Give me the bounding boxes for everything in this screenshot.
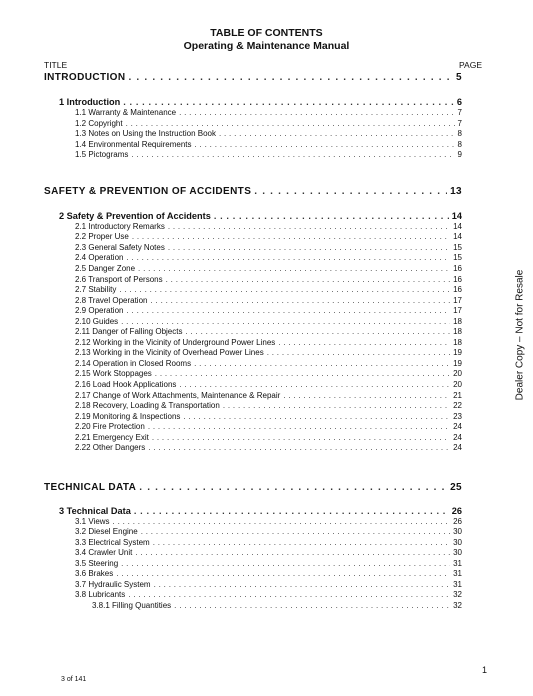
- toc-entry-page: 19: [453, 359, 462, 368]
- toc-entry-label: 3 Technical Data: [59, 506, 131, 516]
- toc-entry-page: 20: [453, 380, 462, 389]
- toc-entry[interactable]: [75, 422, 462, 431]
- toc-entry[interactable]: [75, 369, 462, 378]
- toc-entry-page: 32: [453, 601, 462, 610]
- toc-entry-page: 30: [453, 548, 462, 557]
- toc-entry[interactable]: [75, 401, 462, 410]
- toc-entry-label: 2.20 Fire Protection: [75, 422, 145, 431]
- dot-leader: [119, 285, 450, 294]
- toc-entry[interactable]: [75, 150, 462, 159]
- toc-entry-label: 2.5 Danger Zone: [75, 264, 136, 273]
- toc-entry-label: 3.7 Hydraulic System: [75, 580, 151, 589]
- dot-leader: [126, 253, 450, 262]
- toc-entry-page: 5: [456, 72, 462, 83]
- toc-entry-page: 14: [453, 222, 462, 231]
- toc-entry[interactable]: [75, 517, 462, 526]
- toc-entry-label: 2.11 Danger of Falling Objects: [75, 327, 183, 336]
- dot-leader: [195, 140, 455, 149]
- dot-leader: [219, 129, 455, 138]
- toc-entry-page: 15: [453, 243, 462, 252]
- toc-entry-page: 7: [457, 108, 462, 117]
- dot-leader: [185, 327, 450, 336]
- toc-entry-page: 14: [451, 211, 462, 221]
- toc-entry-page: 16: [453, 275, 462, 284]
- dot-leader: [179, 108, 454, 117]
- toc-entry-label: 2.18 Recovery, Loading & Transportation: [75, 401, 220, 410]
- toc-entry-label: 2 Safety & Prevention of Accidents: [59, 211, 211, 221]
- toc-entry[interactable]: [75, 285, 462, 294]
- toc-entry-page: 26: [453, 517, 462, 526]
- dot-leader: [154, 580, 451, 589]
- toc-section-heading[interactable]: [44, 482, 462, 493]
- dot-leader: [123, 97, 454, 107]
- toc-entry-label: 3.1 Views: [75, 517, 110, 526]
- toc-entry-page: 18: [453, 327, 462, 336]
- toc-entry-label: 2.4 Operation: [75, 253, 124, 262]
- toc-entry-page: 22: [453, 401, 462, 410]
- dot-leader: [183, 412, 450, 421]
- toc-entry-label: 3.8 Lubricants: [75, 590, 126, 599]
- toc-chapter-entry[interactable]: [59, 506, 462, 516]
- dot-leader: [132, 232, 450, 241]
- dot-leader: [168, 243, 450, 252]
- dot-leader: [128, 72, 453, 83]
- dot-leader: [126, 306, 450, 315]
- toc-entry-label: 1.3 Notes on Using the Instruction Book: [75, 129, 216, 138]
- toc-entry-page: 23: [453, 412, 462, 421]
- toc-entry[interactable]: [75, 559, 462, 568]
- toc-entry-page: 18: [453, 338, 462, 347]
- toc-section-heading[interactable]: [44, 72, 462, 83]
- toc-entry-page: 24: [453, 443, 462, 452]
- toc-entry-label: 2.3 General Safety Notes: [75, 243, 165, 252]
- dot-leader: [138, 264, 450, 273]
- toc-entry[interactable]: [75, 264, 462, 273]
- dot-leader: [121, 559, 450, 568]
- dot-leader: [267, 348, 450, 357]
- dot-leader: [150, 296, 450, 305]
- toc-entry[interactable]: [92, 601, 462, 610]
- toc-entry-page: 15: [453, 253, 462, 262]
- dot-leader: [126, 119, 455, 128]
- toc-entry[interactable]: [75, 380, 462, 389]
- toc-entry[interactable]: [75, 548, 462, 557]
- dot-leader: [254, 186, 447, 197]
- toc-entry-page: 24: [453, 433, 462, 442]
- toc-entry-label: 3.6 Brakes: [75, 569, 114, 578]
- dot-leader: [113, 517, 451, 526]
- dot-leader: [214, 211, 449, 221]
- dot-leader: [153, 538, 450, 547]
- title-column-header: TITLE: [44, 60, 68, 70]
- dot-leader: [283, 391, 450, 400]
- toc-chapter-entry[interactable]: [59, 97, 462, 107]
- dot-leader: [179, 380, 450, 389]
- dot-leader: [223, 401, 450, 410]
- toc-entry[interactable]: [75, 527, 462, 536]
- toc-entry-page: 17: [453, 306, 462, 315]
- toc-entry-page: 32: [453, 590, 462, 599]
- toc-entry[interactable]: [75, 275, 462, 284]
- dot-leader: [152, 433, 450, 442]
- dot-leader: [131, 150, 454, 159]
- toc-entry-label: 3.5 Steering: [75, 559, 119, 568]
- toc-entry-page: 14: [453, 232, 462, 241]
- toc-entry-page: 21: [453, 391, 462, 400]
- dot-leader: [194, 359, 450, 368]
- toc-entry-page: 9: [457, 150, 462, 159]
- page-title: TABLE OF CONTENTS: [210, 27, 323, 39]
- toc-entry-page: 25: [450, 482, 462, 493]
- dot-leader: [278, 338, 450, 347]
- toc-entry-page: 31: [453, 580, 462, 589]
- toc-entry-label: 2.17 Change of Work Attachments, Maintenance & Repair: [75, 391, 281, 400]
- dot-leader: [121, 317, 450, 326]
- toc-entry-label: 1.2 Copyright: [75, 119, 123, 128]
- toc-entry-label: 2.10 Guides: [75, 317, 119, 326]
- toc-entry[interactable]: [75, 443, 462, 452]
- toc-entry-page: 30: [453, 527, 462, 536]
- toc-entry-label: 3.3 Electrical System: [75, 538, 150, 547]
- toc-entry-label: 2.6 Transport of Persons: [75, 275, 163, 284]
- dot-leader: [174, 601, 450, 610]
- dot-leader: [166, 275, 450, 284]
- toc-entry-page: 7: [457, 119, 462, 128]
- toc-entry-page: 8: [457, 129, 462, 138]
- toc-entry-label: 1 Introduction: [59, 97, 121, 107]
- toc-entry-label: 2.21 Emergency Exit: [75, 433, 149, 442]
- dot-leader: [148, 443, 450, 452]
- toc-entry-label: 2.22 Other Dangers: [75, 443, 146, 452]
- toc-entry-label: 2.2 Proper Use: [75, 232, 129, 241]
- toc-entry[interactable]: [75, 412, 462, 421]
- toc-entry-page: 13: [450, 186, 462, 197]
- toc-entry-label: 3.2 Diesel Engine: [75, 527, 138, 536]
- toc-entry[interactable]: [75, 359, 462, 368]
- toc-entry-label: 2.9 Operation: [75, 306, 124, 315]
- toc-entry-label: 2.8 Travel Operation: [75, 296, 148, 305]
- dot-leader: [134, 506, 449, 516]
- toc-entry[interactable]: [75, 253, 462, 262]
- dot-leader: [155, 369, 450, 378]
- toc-entry-page: 30: [453, 538, 462, 547]
- toc-entry-label: 2.16 Load Hook Applications: [75, 380, 177, 389]
- toc-entry-page: 26: [451, 506, 462, 516]
- toc-entry[interactable]: [75, 391, 462, 400]
- toc-entry-label: 2.7 Stability: [75, 285, 117, 294]
- toc-entry[interactable]: [75, 433, 462, 442]
- toc-entry-label: 2.15 Work Stoppages: [75, 369, 152, 378]
- dot-leader: [139, 482, 447, 493]
- toc-entry[interactable]: [75, 243, 462, 252]
- toc-entry-label: 2.12 Working in the Vicinity of Underground Power Lines: [75, 338, 276, 347]
- toc-section-heading[interactable]: [44, 186, 462, 197]
- dot-leader: [128, 590, 450, 599]
- toc-entry-label: 2.14 Operation in Closed Rooms: [75, 359, 192, 368]
- toc-entry[interactable]: [75, 317, 462, 326]
- toc-entry-page: 19: [453, 348, 462, 357]
- toc-entry-label: 2.13 Working in the Vicinity of Overhead Power Lines: [75, 348, 264, 357]
- dot-leader: [168, 222, 450, 231]
- toc-entry[interactable]: [75, 108, 462, 117]
- dot-leader: [148, 422, 450, 431]
- toc-entry-page: 17: [453, 296, 462, 305]
- toc-entry[interactable]: [75, 306, 462, 315]
- page-column-header: PAGE: [459, 60, 482, 70]
- toc-entry-page: 31: [453, 559, 462, 568]
- toc-entry-label: 2.1 Introductory Remarks: [75, 222, 165, 231]
- toc-entry[interactable]: [75, 348, 462, 357]
- toc-entry[interactable]: [75, 580, 462, 589]
- toc-entry-label: TECHNICAL DATA: [44, 482, 137, 493]
- dot-leader: [135, 548, 450, 557]
- toc-entry-page: 18: [453, 317, 462, 326]
- toc-entry-label: SAFETY & PREVENTION OF ACCIDENTS: [44, 186, 252, 197]
- toc-entry[interactable]: [75, 590, 462, 599]
- toc-entry[interactable]: [75, 129, 462, 138]
- toc-entry-page: 20: [453, 369, 462, 378]
- page-number: 1: [482, 665, 488, 675]
- page-subtitle: Operating & Maintenance Manual: [183, 40, 350, 52]
- toc-entry-page: 16: [453, 264, 462, 273]
- toc-entry[interactable]: [75, 296, 462, 305]
- toc-entry-page: 24: [453, 422, 462, 431]
- toc-entry[interactable]: [75, 338, 462, 347]
- toc-entry-label: 1.1 Warranty & Maintenance: [75, 108, 177, 117]
- toc-entry[interactable]: [75, 119, 462, 128]
- toc-entry[interactable]: [75, 222, 462, 231]
- dealer-copy-watermark: Dealer Copy – Not for Resale: [514, 269, 526, 401]
- dot-leader: [116, 569, 450, 578]
- toc-entry-label: INTRODUCTION: [44, 72, 126, 83]
- toc-chapter-entry[interactable]: [59, 211, 462, 221]
- toc-entry[interactable]: [75, 569, 462, 578]
- toc-entry-page: 31: [453, 569, 462, 578]
- toc-entry-page: 16: [453, 285, 462, 294]
- page-count: 3 of 141: [61, 676, 87, 683]
- toc-entry-label: 1.4 Environmental Requirements: [75, 140, 192, 149]
- toc-entry[interactable]: [75, 140, 462, 149]
- toc-entry-label: 3.8.1 Filling Quantities: [92, 601, 172, 610]
- toc-entry-label: 2.19 Monitoring & Inspections: [75, 412, 181, 421]
- toc-entry-label: 1.5 Pictograms: [75, 150, 129, 159]
- toc-entry[interactable]: [75, 327, 462, 336]
- toc-entry-page: 8: [457, 140, 462, 149]
- dot-leader: [141, 527, 450, 536]
- toc-entry[interactable]: [75, 232, 462, 241]
- toc-entry-page: 6: [456, 97, 462, 107]
- toc-entry-label: 3.4 Crawler Unit: [75, 548, 133, 557]
- toc-entry[interactable]: [75, 538, 462, 547]
